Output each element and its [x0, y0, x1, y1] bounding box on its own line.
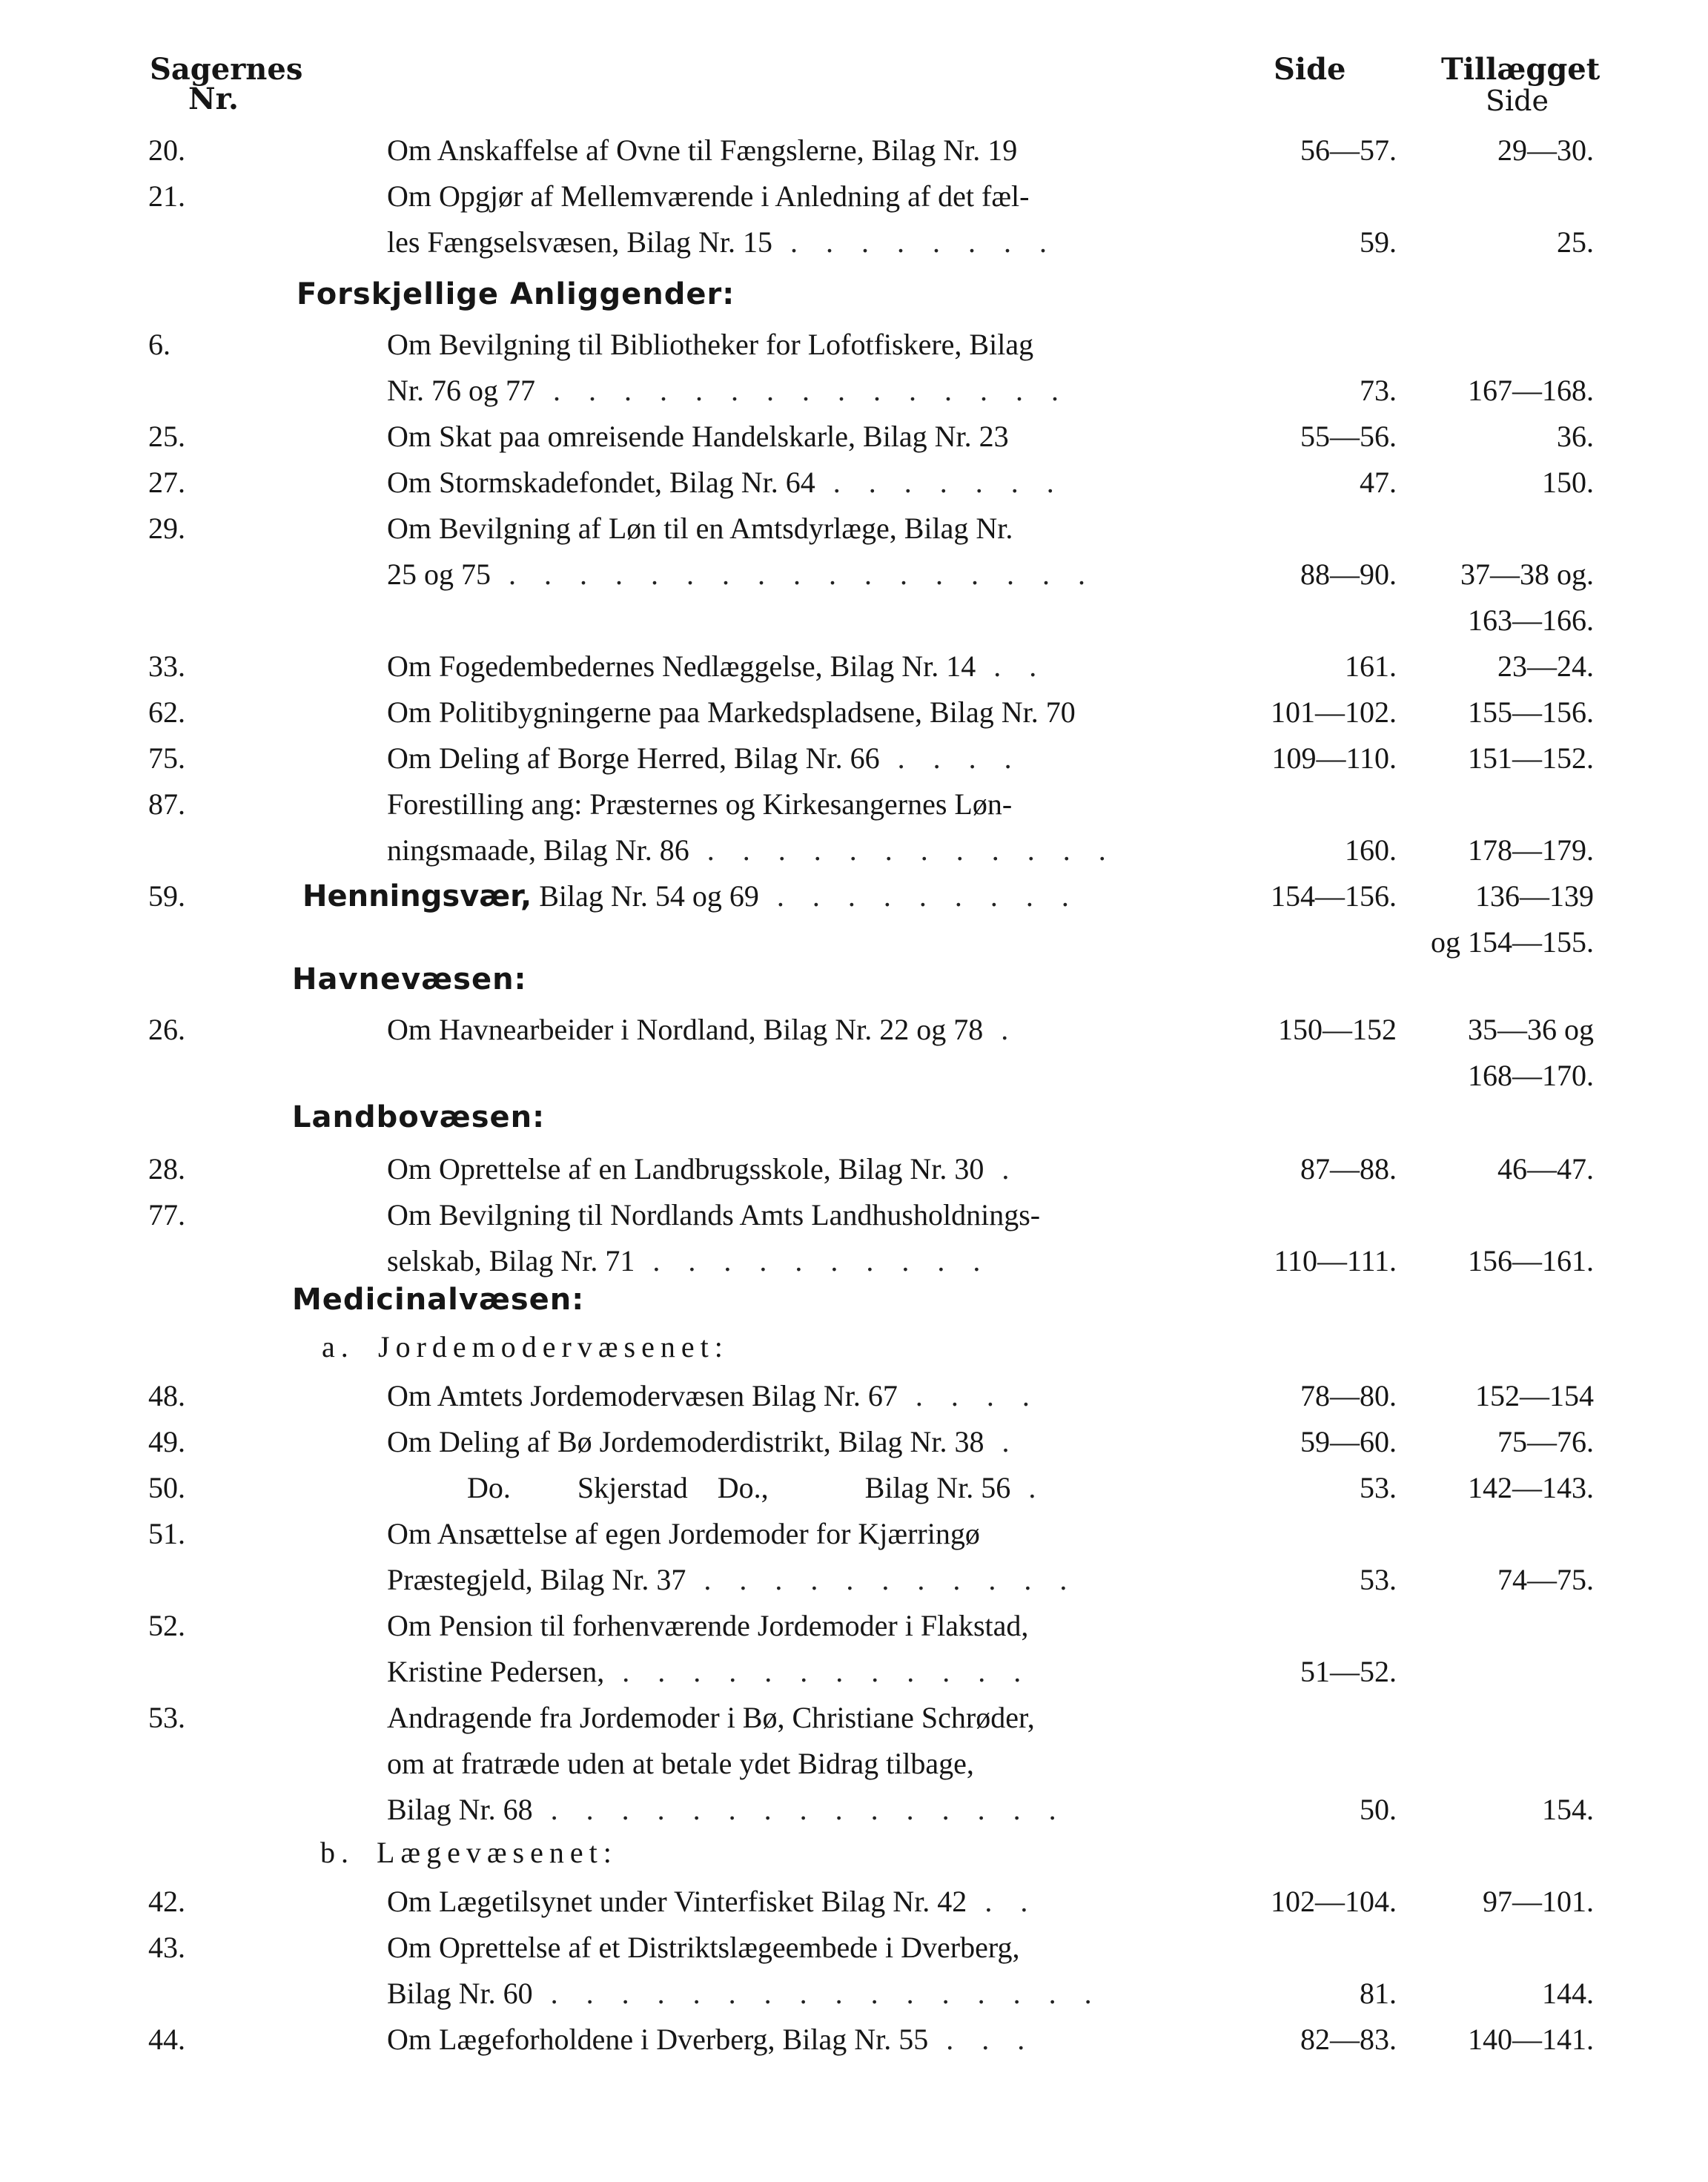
entry-description-text: Bilag Nr. 60 — [387, 1977, 533, 2010]
leader-dots: . . . . . . . . . . . . . . . — [550, 1793, 1067, 1826]
leader-dots: . . . . . . . . . . . . . . . . . — [509, 558, 1096, 591]
entry-tillaegget-side: og 154—155. — [1431, 925, 1594, 959]
entry-description — [387, 1879, 1038, 1925]
entry-description-text: Om Stormskadefondet, Bilag Nr. 64 — [387, 466, 815, 499]
entry-side: 50. — [1360, 1793, 1397, 1826]
entry-side: 150—152 — [1278, 1013, 1397, 1046]
entry-tillaegget-side: 142—143. — [1468, 1471, 1594, 1504]
subsection-a-label: a. — [322, 1330, 354, 1363]
entry-description — [387, 1971, 1102, 2017]
entry-description — [387, 1146, 1019, 1192]
entry-description-text: Om Bevilgning til Nordlands Amts Landhusholdnings- — [387, 1198, 1041, 1231]
entry-description — [387, 1419, 1019, 1465]
entry-side: 78—80. — [1300, 1379, 1397, 1412]
entry-row — [0, 827, 1708, 873]
entry-description — [387, 128, 1017, 173]
leader-dots: . . — [993, 649, 1047, 683]
entry-side: 53. — [1360, 1471, 1397, 1504]
entry-side: 81. — [1360, 1977, 1397, 2010]
entry-row — [0, 919, 1708, 965]
entry-row — [0, 690, 1708, 735]
section-forskjellige: Forskjellige Anliggender: — [297, 277, 735, 311]
entry-row — [0, 1603, 1708, 1649]
entry-tillaegget-side: 136—139 — [1475, 879, 1594, 913]
entry-description — [387, 322, 1033, 368]
section-landbovaesen: Landbovæsen: — [292, 1100, 546, 1134]
entry-tillaegget-side: 23—24. — [1497, 649, 1594, 683]
entry-description — [387, 219, 1057, 265]
entry-description — [387, 1007, 1019, 1053]
entry-side: 110—111. — [1274, 1244, 1397, 1277]
entry-description-text: Om Opgjør af Mellemværende i Anledning af det fæl- — [387, 179, 1030, 213]
entry-number: 21. — [148, 179, 185, 213]
entry-row — [0, 1146, 1708, 1192]
entry-side: 154—156. — [1271, 879, 1397, 913]
entry-tillaegget-side: 156—161. — [1468, 1244, 1594, 1277]
entry-row — [0, 128, 1708, 173]
entry-side: 88—90. — [1300, 558, 1397, 591]
entry-description-text: Nr. 76 og 77 — [387, 374, 535, 407]
entry-tillaegget-side: 97—101. — [1483, 1885, 1594, 1918]
entry-description — [387, 173, 1029, 219]
subsection-laegevaesenet: Lægevæsenet: — [377, 1836, 618, 1869]
entry-number: 29. — [148, 512, 185, 545]
entry-row — [0, 781, 1708, 827]
leader-dots: . . . . . . . . — [790, 225, 1058, 259]
entry-description — [387, 1741, 974, 1787]
entry-description-text: Kristine Pedersen, — [387, 1655, 605, 1688]
entry-row — [0, 506, 1708, 552]
entry-number: 20. — [148, 133, 185, 167]
entry-description — [387, 1695, 1035, 1741]
entry-row — [0, 1879, 1708, 1925]
leader-dots: . — [1002, 1425, 1020, 1458]
entry-description — [387, 1238, 990, 1284]
entry-description-text: Bilag Nr. 54 og 69 — [532, 879, 759, 913]
entry-description — [387, 1603, 1028, 1649]
entry-tillaegget-side: 37—38 og. — [1460, 558, 1594, 591]
entry-tillaegget-side: 151—152. — [1468, 741, 1594, 775]
leader-dots: . . . . . . . . . . . — [704, 1563, 1078, 1596]
leader-dots: . — [1001, 1013, 1019, 1046]
entry-number: 77. — [148, 1198, 185, 1231]
entry-row — [0, 1238, 1708, 1284]
leader-dots: . . . . . . . . . . . . . . . . — [550, 1977, 1102, 2010]
subsection-b-label: b. — [320, 1836, 354, 1869]
entry-row — [0, 368, 1708, 414]
entry-description-text: Om Lægetilsynet under Vinterfisket Bilag Nr. 42 — [387, 1885, 967, 1918]
entry-tillaegget-side: 154. — [1542, 1793, 1594, 1826]
entry-description — [387, 2017, 1035, 2063]
entry-row — [0, 598, 1708, 644]
entry-description-text: selskab, Bilag Nr. 71 — [387, 1244, 635, 1277]
entry-description-text: les Fængselsvæsen, Bilag Nr. 15 — [387, 225, 773, 259]
entry-tillaegget-side: 75—76. — [1497, 1425, 1594, 1458]
entry-number: 27. — [148, 466, 185, 499]
entry-description-text: Om Oprettelse af en Landbrugsskole, Bilag Nr. 30 — [387, 1152, 984, 1186]
entry-description — [387, 552, 1096, 598]
entry-number: 52. — [148, 1609, 185, 1642]
entry-side: 55—56. — [1300, 420, 1397, 453]
entry-number: 43. — [148, 1931, 185, 1964]
entry-description — [387, 460, 1065, 506]
entry-row — [0, 1695, 1708, 1741]
entry-description — [387, 1373, 1040, 1419]
entry-number: 75. — [148, 741, 185, 775]
entry-description — [387, 1557, 1077, 1603]
entry-row — [0, 644, 1708, 690]
entry-row — [0, 1192, 1708, 1238]
entry-number: 42. — [148, 1885, 185, 1918]
entry-number: 6. — [148, 328, 171, 361]
leader-dots: . . . — [946, 2023, 1036, 2056]
header-side: Side — [1274, 52, 1346, 87]
leader-dots: . — [1002, 1152, 1020, 1186]
entry-description — [387, 414, 1009, 460]
leader-dots: . . . . . . . . . . — [652, 1244, 991, 1277]
entry-row — [0, 1465, 1708, 1511]
entry-row — [0, 1511, 1708, 1557]
entry-row — [0, 1007, 1708, 1053]
entry-description-text: Om Oprettelse af et Distriktslægeembede i Dverberg, — [387, 1931, 1020, 1964]
entry-side: 59. — [1360, 225, 1397, 259]
entry-tillaegget-side: 144. — [1542, 1977, 1594, 2010]
entry-side: 87—88. — [1300, 1152, 1397, 1186]
entry-description-text: Om Politibygningerne paa Markedspladsene, Bilag Nr. 70 — [387, 695, 1076, 729]
leader-dots: . . . . — [915, 1379, 1040, 1412]
leader-dots: . — [1028, 1471, 1047, 1504]
entry-number: 33. — [148, 649, 185, 683]
entry-description-text: Om Anskaffelse af Ovne til Fængslerne, Bilag Nr. 19 — [387, 133, 1018, 167]
header-tillaegget: Tillægget — [1441, 52, 1601, 87]
leader-dots: . . . . — [897, 741, 1022, 775]
entry-description-text: Om Skat paa omreisende Handelskarle, Bilag Nr. 23 — [387, 420, 1009, 453]
entry-description-text: Om Deling af Bø Jordemoderdistrikt, Bilag Nr. 38 — [387, 1425, 984, 1458]
entry-description-text: om at fratræde uden at betale ydet Bidrag tilbage, — [387, 1747, 974, 1780]
entry-side: 73. — [1360, 374, 1397, 407]
leader-dots: . . . . . . . . . . . . — [706, 833, 1116, 867]
subsection-jordemodervaesenet: Jordemodervæsenet: — [378, 1330, 729, 1363]
entry-tillaegget-side: 74—75. — [1497, 1563, 1594, 1596]
entry-description — [387, 368, 1069, 414]
entry-side: 161. — [1345, 649, 1397, 683]
entry-row — [0, 414, 1708, 460]
entry-row — [0, 1925, 1708, 1971]
entry-number: 87. — [148, 787, 185, 821]
entry-tillaegget-side: 46—47. — [1497, 1152, 1594, 1186]
entry-description-text: Forestilling ang: Præsternes og Kirkesangernes Løn- — [387, 787, 1013, 821]
entry-row — [0, 460, 1708, 506]
header-tillaegget-side: Side — [1486, 85, 1549, 117]
entry-tillaegget-side: 150. — [1542, 466, 1594, 499]
entry-row — [0, 873, 1708, 919]
entry-side: 109—110. — [1271, 741, 1397, 775]
entry-number: 26. — [148, 1013, 185, 1046]
entry-description — [387, 1192, 1040, 1238]
entry-tillaegget-side: 168—170. — [1468, 1059, 1594, 1092]
entry-row — [0, 173, 1708, 219]
entry-number: 51. — [148, 1517, 185, 1550]
entry-tillaegget-side: 36. — [1557, 420, 1594, 453]
leader-dots: . . . . . . . . . — [776, 879, 1079, 913]
entry-description-text: Om Havnearbeider i Nordland, Bilag Nr. 22 og 78 — [387, 1013, 984, 1046]
leader-dots: . . — [984, 1885, 1039, 1918]
section-medicinalvaesen: Medicinalvæsen: — [292, 1283, 585, 1317]
entry-number: 62. — [148, 695, 185, 729]
entry-description-text: Om Fogedembedernes Nedlæggelse, Bilag Nr. 14 — [387, 649, 976, 683]
leader-dots: . . . . . . . — [833, 466, 1065, 499]
entry-tillaegget-side: 167—168. — [1468, 374, 1594, 407]
entry-row — [0, 1971, 1708, 2017]
entry-number: 25. — [148, 420, 185, 453]
entry-description — [387, 690, 1076, 735]
entry-description-text: Om Deling af Borge Herred, Bilag Nr. 66 — [387, 741, 880, 775]
leader-dots: . . . . . . . . . . . . . . . — [553, 374, 1069, 407]
entry-side: 101—102. — [1271, 695, 1397, 729]
entry-description — [467, 1465, 1046, 1511]
entry-description-bold: Henningsvær, — [302, 879, 532, 913]
entry-tillaegget-side: 152—154 — [1475, 1379, 1594, 1412]
entry-row — [0, 1787, 1708, 1833]
entry-description-text: Do. Skjerstad Do., Bilag Nr. 56 — [467, 1471, 1011, 1504]
entry-number: 53. — [148, 1701, 185, 1734]
entry-number: 28. — [148, 1152, 185, 1186]
entry-row — [0, 1053, 1708, 1099]
entry-row — [0, 2017, 1708, 2063]
entry-description — [387, 827, 1116, 873]
entry-description-text: 25 og 75 — [387, 558, 491, 591]
entry-description-text: Bilag Nr. 68 — [387, 1793, 533, 1826]
entry-side: 102—104. — [1271, 1885, 1397, 1918]
entry-description — [387, 781, 1012, 827]
entry-number: 59. — [148, 879, 185, 913]
entry-description-text: Om Pension til forhenværende Jordemoder i Flakstad, — [387, 1609, 1029, 1642]
entry-side: 160. — [1345, 833, 1397, 867]
entry-description-text: Præstegjeld, Bilag Nr. 37 — [387, 1563, 686, 1596]
leader-dots: . . . . . . . . . . . . — [622, 1655, 1032, 1688]
header-nr-line2: Nr. — [188, 82, 239, 116]
section-havnevaesen: Havnevæsen: — [292, 962, 527, 996]
entry-side: 56—57. — [1300, 133, 1397, 167]
entry-description — [387, 1787, 1067, 1833]
entry-tillaegget-side: 178—179. — [1468, 833, 1594, 867]
entry-tillaegget-side: 155—156. — [1468, 695, 1594, 729]
entry-description — [387, 644, 1047, 690]
header-nr-line1: Sagernes — [150, 52, 303, 87]
entry-row — [0, 1419, 1708, 1465]
entry-description — [302, 873, 1079, 919]
entry-description-text: Om Amtets Jordemodervæsen Bilag Nr. 67 — [387, 1379, 898, 1412]
entry-row — [0, 322, 1708, 368]
entry-description — [387, 735, 1022, 781]
entry-number: 49. — [148, 1425, 185, 1458]
entry-side: 47. — [1360, 466, 1397, 499]
entry-row — [0, 735, 1708, 781]
entry-tillaegget-side: 163—166. — [1468, 604, 1594, 637]
entry-description — [387, 1511, 980, 1557]
entry-number: 48. — [148, 1379, 185, 1412]
entry-description-text: ningsmaade, Bilag Nr. 86 — [387, 833, 689, 867]
entry-description-text: Om Bevilgning af Løn til en Amtsdyrlæge, Bilag Nr. — [387, 512, 1013, 545]
entry-description — [387, 506, 1013, 552]
entry-description-text: Om Ansættelse af egen Jordemoder for Kjærringø — [387, 1517, 980, 1550]
entry-row — [0, 1741, 1708, 1787]
entry-tillaegget-side: 35—36 og — [1468, 1013, 1594, 1046]
entry-row — [0, 552, 1708, 598]
entry-side: 53. — [1360, 1563, 1397, 1596]
entry-tillaegget-side: 29—30. — [1497, 133, 1594, 167]
entry-description — [387, 1649, 1031, 1695]
entry-description-text: Om Lægeforholdene i Dverberg, Bilag Nr. 55 — [387, 2023, 929, 2056]
entry-number: 44. — [148, 2023, 185, 2056]
entry-number: 50. — [148, 1471, 185, 1504]
entry-row — [0, 1649, 1708, 1695]
entry-description-text: Om Bevilgning til Bibliotheker for Lofotfiskere, Bilag — [387, 328, 1034, 361]
entry-side: 51—52. — [1300, 1655, 1397, 1688]
entry-row — [0, 1557, 1708, 1603]
entry-side: 59—60. — [1300, 1425, 1397, 1458]
entry-row — [0, 219, 1708, 265]
entry-tillaegget-side: 25. — [1557, 225, 1594, 259]
entry-tillaegget-side: 140—141. — [1468, 2023, 1594, 2056]
entry-description-text: Andragende fra Jordemoder i Bø, Christiane Schrøder, — [387, 1701, 1035, 1734]
entry-side: 82—83. — [1300, 2023, 1397, 2056]
entry-description — [387, 1925, 1019, 1971]
entry-row — [0, 1373, 1708, 1419]
